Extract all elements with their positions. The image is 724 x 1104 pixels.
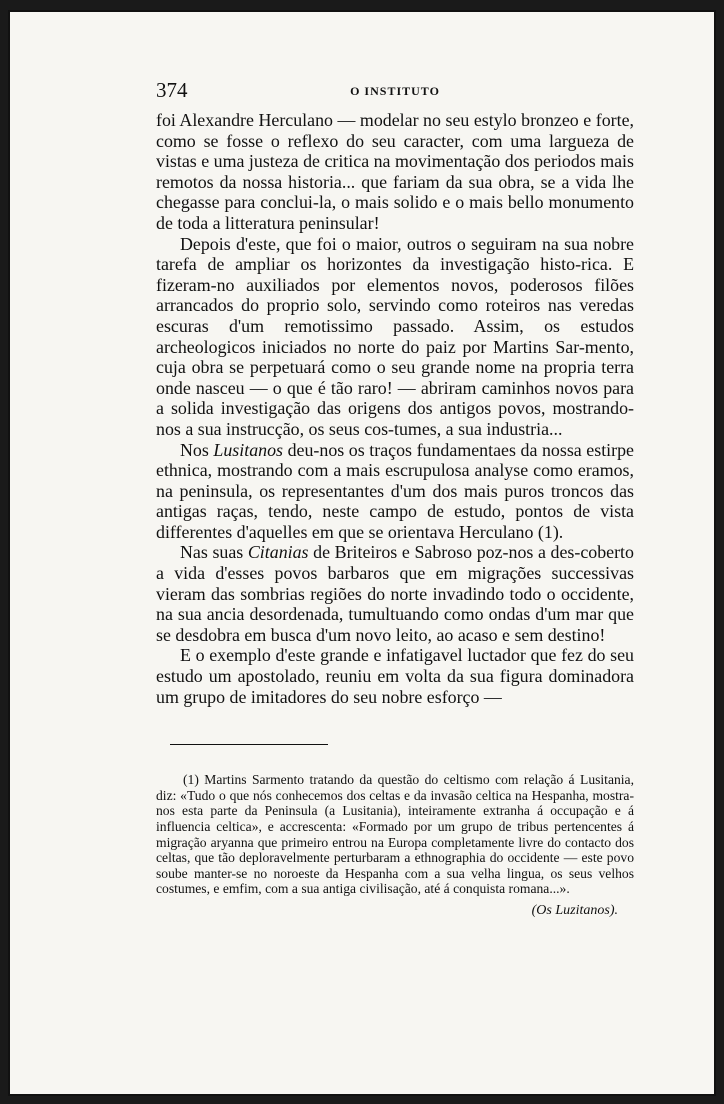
book-title-citanias: Citanias xyxy=(247,542,309,563)
paragraph-3-rest: deu-nos os traços fundamentaes da nossa estirpe ethnica, mostrando com a mais escrupulosa analyse como eramos, na peninsula, os representantes d'um dos mais puros troncos das antigas raças, tendo, neste campo de estudo, pontos de vista differentes d'aquelles em que se orientava Herculano (1). xyxy=(156,439,634,542)
page-header xyxy=(156,78,634,110)
book-title-lusitanos: Lusitanos xyxy=(213,439,284,460)
paragraph-4-rest: de Briteiros e Sabroso poz-nos a des-coberto a vida d'esses povos barbaros que em migrações successivas vieram das sombrias regiões do norte invadindo todo o occidente, na sua ancia desordenada, tumultuando como ondas d'um mar que se desdobra em busca d'um novo leito, ao acaso e sem destino! xyxy=(156,542,634,645)
footnote-source: (Os Luzitanos). xyxy=(531,902,618,918)
paragraph-1: foi Alexandre Herculano — modelar no seu estylo bronzeo e forte, como se fosse o reflexo do seu caracter, com uma largueza de vistas e uma justeza de critica na movimentação dos periodos mais remotos da nossa historia... que fariam da sua obra, se a vida lhe chegasse para conclui-la, o mais solido e o mais bello monumento de toda a litteratura peninsular! xyxy=(156,110,634,233)
paragraph-3-start: Nos xyxy=(180,439,214,460)
running-title: O INSTITUTO xyxy=(350,84,440,98)
paragraph-4 xyxy=(156,542,634,645)
paragraph-3 xyxy=(156,440,634,543)
paragraph-2: Depois d'este, que foi o maior, outros o seguiram na sua nobre tarefa de ampliar os horizontes da investigação histo-rica. E fizeram-no auxiliados por elementos novos, poderosos filões arrancados do proprio solo, servindo como roteiros nas veredas escuras d'um remotissimo passado. Assim, os estudos archeologicos iniciados no norte do paiz por Martins Sar-mento, cuja obra se perpetuará como o seu grande nome na propria terra onde nasceu — o que é tão raro! — abriram caminhos novos para a solida investigação das origens dos antigos povos, mostrando-nos a sua instrucção, os seus cos-tumes, a sua industria... xyxy=(156,233,634,439)
page-content xyxy=(156,78,634,919)
book-page xyxy=(8,10,716,1096)
footnote xyxy=(156,772,634,919)
paragraph-4-start: Nas suas xyxy=(180,542,248,563)
body-text xyxy=(156,110,634,707)
page-number: 374 xyxy=(156,78,188,102)
paragraph-5: E o exemplo d'este grande e infatigavel luctador que fez do seu estudo um apostolado, reuniu em volta da sua figura dominadora um grupo de imitadores do seu nobre esforço — xyxy=(156,645,634,707)
footnote-text: (1) Martins Sarmento tratando da questão do celtismo com relação á Lusitania, diz: «Tudo o que nós conhecemos dos celtas e da invasão celtica na Hespanha, mostra-nos esta parte da Peninsula (a Lusitania), inteiramente extranha á occupação e á influencia celtica», e accrescenta: «Formado por um grupo de tribus pertencentes á migração aryanna que primeiro entrou na Europa completamente livre do contacto dos celtas, que tão deploravelmente perturbaram a ethnographia do occidente — este povo soube manter-se no noroeste da Hespanha com a sua velha lingua, os seus velhos costumes, e emfim, com a sua antiga civilisação, até á conquista romana...». xyxy=(156,772,634,897)
footnote-divider xyxy=(170,744,328,745)
